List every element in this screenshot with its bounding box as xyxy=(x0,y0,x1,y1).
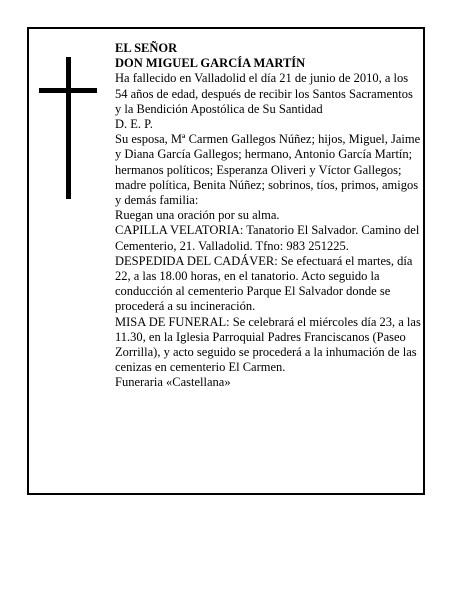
funeral-home: Funeraria «Castellana» xyxy=(115,375,231,390)
death-announcement: Ha fallecido en Valladolid el día 21 de junio de 2010, a los 54 años de edad, después de recibir los Santos Sacramentos y la Bendición Apostólica de Su Santidad xyxy=(115,71,413,116)
prayer-request: Ruegan una oración por su alma. xyxy=(115,208,280,223)
notice-text xyxy=(115,41,421,391)
notice-title-line-1: EL SEÑOR xyxy=(115,41,178,55)
wake-chapel-info: CAPILLA VELATORIA: Tanatorio El Salvador. Camino del Cementerio, 21. Valladolid. Tfno: 983 251225. xyxy=(115,223,420,253)
cross-horizontal-bar xyxy=(39,88,97,93)
farewell-info: DESPEDIDA DEL CADÁVER: Se efectuará el martes, día 22, a las 18.00 horas, en el tanatorio. Acto seguido la conducción al cementerio Parque El Salvador donde se procederá a su incineración. xyxy=(115,253,413,314)
family-list: Su esposa, Mª Carmen Gallegos Núñez; hijos, Miguel, Jaime y Diana García Gallegos; hermano, Antonio García Martín; hermanos políticos; Esperanza Oliveri y Víctor Gallegos; madre política, Benita Núñez; sobrinos, tíos, primos, amigos y demás familia: xyxy=(115,132,421,208)
cross-icon xyxy=(39,57,97,199)
funeral-mass-info: MISA DE FUNERAL: Se celebrará el miércoles día 23, a las 11.30, en la Iglesia Parroquial Padres Franciscanos (Paseo Zorrilla), y acto seguido se procederá a la inhumación de las cenizas en cementerio El Carmen. xyxy=(115,314,421,375)
obituary-notice xyxy=(27,27,425,495)
cross-vertical-bar xyxy=(66,57,71,199)
rip-line: D. E. P. xyxy=(115,117,153,132)
notice-title-line-2: DON MIGUEL GARCÍA MARTÍN xyxy=(115,56,306,71)
